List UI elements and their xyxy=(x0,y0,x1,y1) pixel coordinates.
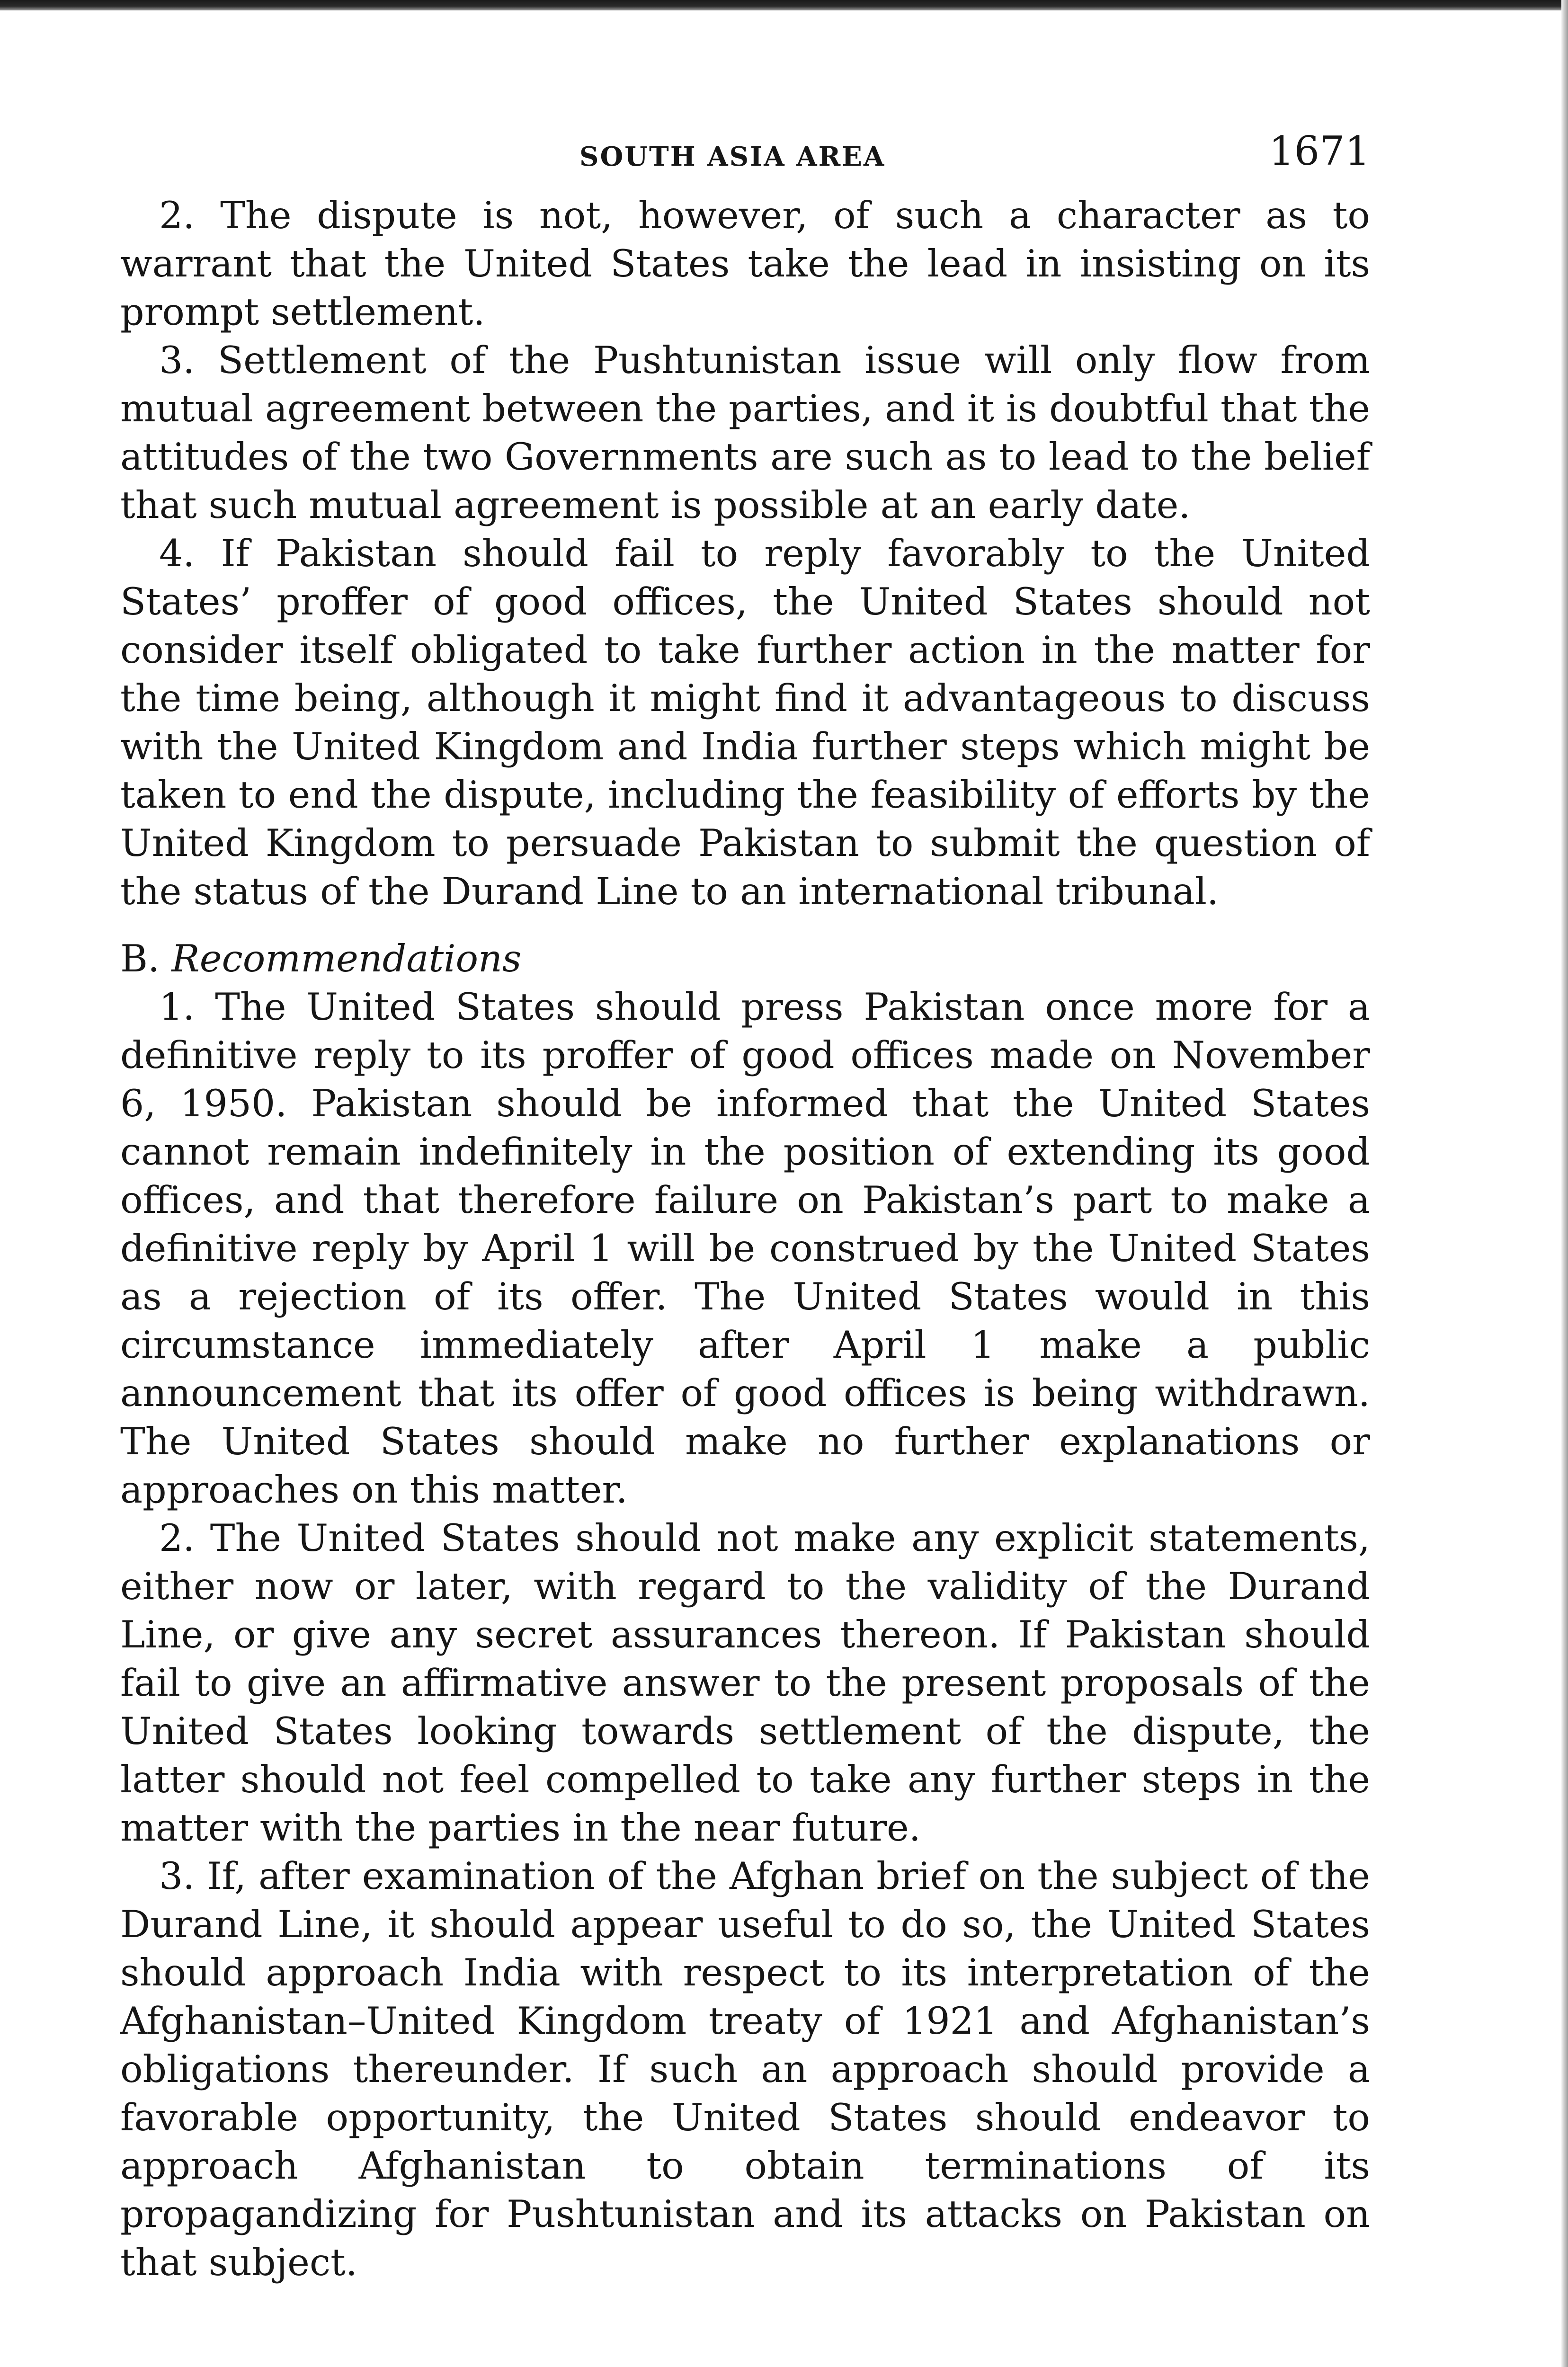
running-head xyxy=(120,128,1370,185)
paragraph-recommendation-3: 3. If, after examination of the Afghan brief on the subject of the Durand Line, it should appear useful to do so, the United States should approach India with respect to its interpretation of the Afghanistan–United Kingdom treaty of 1921 and Afghanistan’s obligations thereunder. If such an approach should provide a favorable opportunity, the United States should endeavor to approach Afghanistan to obtain terminations of its propagandizing for Pushtunistan and its attacks on Pakistan on that subject. xyxy=(120,1854,1370,2284)
page-number: 1671 xyxy=(1269,128,1370,174)
page-edge-shadow xyxy=(1561,0,1568,2367)
section-letter: B. xyxy=(120,937,160,980)
section-heading-recommendations xyxy=(120,934,1370,983)
document-page xyxy=(120,128,1370,2287)
paragraph-conclusion-2: 2. The dispute is not, however, of such a character as to warrant that the United States take the lead in insisting on its prompt settlement. xyxy=(120,194,1370,334)
paragraph-recommendation-2: 2. The United States should not make any explicit statements, either now or later, with regard to the validity of the Durand Line, or give any secret assurances thereon. If Pakistan should fail to give an affirmative answer to the present proposals of the United States looking towards settlement of the dispute, the latter should not feel compelled to take any further steps in the matter with the parties in the near future. xyxy=(120,1516,1370,1850)
document-body xyxy=(120,191,1370,2287)
top-edge-rule xyxy=(0,0,1568,10)
paragraph-conclusion-3: 3. Settlement of the Pushtunistan issue will only flow from mutual agreement between the parties, and it is doubtful that the attitudes of the two Governments are such as to lead to the belief that such mutual agreement is possible at an early date. xyxy=(120,338,1370,527)
paragraph-conclusion-4: 4. If Pakistan should fail to reply favorably to the United States’ proffer of good offices, the United States should not consider itself obligated to take further action in the matter for the time being, although it might find it advantageous to discuss with the United Kingdom and India further steps which might be taken to end the dispute, including the feasibility of efforts by the United Kingdom to persuade Pakistan to submit the question of the status of the Durand Line to an international tribunal. xyxy=(120,532,1370,913)
section-title: Recommendations xyxy=(171,937,522,980)
paragraph-recommendation-1: 1. The United States should press Pakistan once more for a definitive reply to its proffer of good offices made on November 6, 1950. Pakistan should be informed that the United States cannot remain indefinitely in the position of extending its good offices, and that therefore failure on Pakistan’s part to make a definitive reply by April 1 will be construed by the United States as a rejection of its offer. The United States would in this circumstance immediately after April 1 make a public announcement that its offer of good offices is being withdrawn. The United States should make no further explanations or approaches on this matter. xyxy=(120,985,1370,1512)
running-head-title: SOUTH ASIA AREA xyxy=(579,141,886,172)
